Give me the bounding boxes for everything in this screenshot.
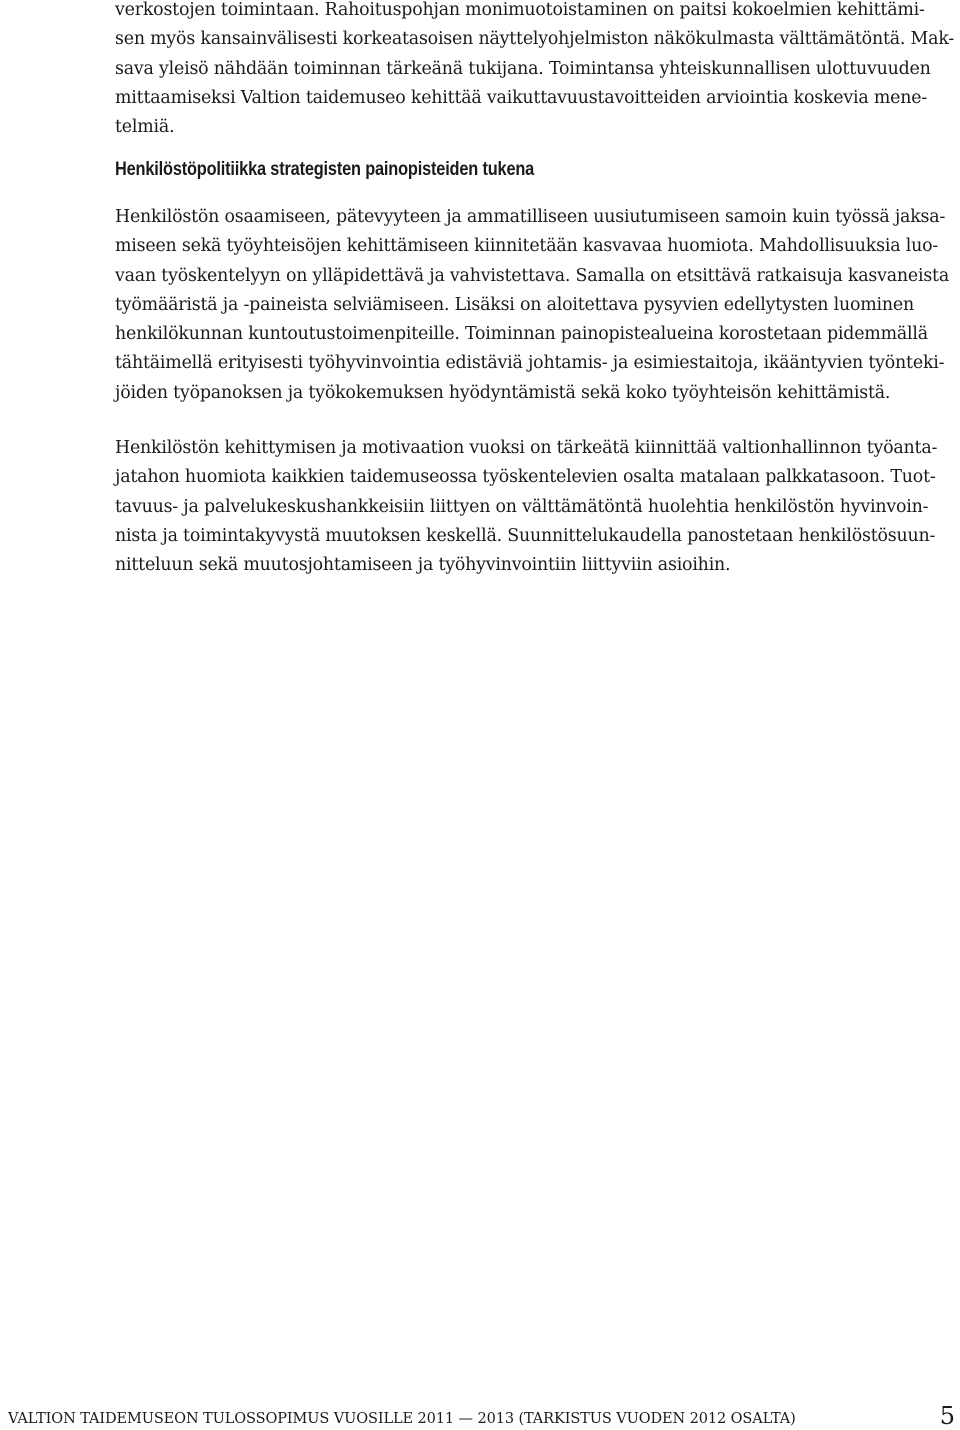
text-line: tavuus- ja palvelukeskushankkeisiin liittyen on välttämätöntä huolehtia henkilöstön hyvinvoin-	[115, 496, 929, 517]
text-line: sen myös kansainvälisesti korkeatasoisen näyttelyohjelmiston näkökulmasta välttämätöntä. Mak-	[115, 29, 955, 50]
page-number: 5	[939, 1402, 955, 1430]
running-footer: VALTION TAIDEMUSEON TULOSSOPIMUS VUOSILLE 2011 — 2013 (TARKISTUS VUODEN 2012 OSALTA)	[8, 1411, 796, 1427]
text-line: nista ja toimintakyvystä muutoksen keskellä. Suunnittelukaudella panostetaan henkilöstösuun-	[115, 525, 936, 546]
body-paragraph-2	[115, 434, 955, 580]
text-line: Henkilöstön osaamiseen, pätevyyteen ja ammatilliseen uusiutumiseen samoin kuin työssä jaksa-	[115, 207, 946, 227]
text-line: Henkilöstön kehittymisen ja motivaation vuoksi on tärkeätä kiinnittää valtionhallinnon työanta-	[115, 438, 938, 458]
text-line: nitteluun sekä muutosjohtamiseen ja työhyvinvointiin liittyviin asioihin.	[115, 555, 731, 576]
text-line: sava yleisö nähdään toiminnan tärkeänä tukijana. Toimintansa yhteiskunnallisen ulottuvuuden	[115, 58, 931, 79]
body-paragraph-1	[115, 203, 955, 408]
text-line: tähtäimellä erityisesti työhyvinvointia edistäviä johtamis- ja esimiestaitoja, ikääntyvien työnteki-	[115, 353, 945, 374]
text-line: työmääristä ja -paineista selviämiseen. Lisäksi on aloitettava pysyvien edellytysten luominen	[115, 294, 914, 315]
section-heading: Henkilöstöpolitiikka strategisten painopisteiden tukena	[115, 159, 535, 180]
text-line: henkilökunnan kuntoutustoimenpiteille. Toiminnan painopistealueina korostetaan pidemmällä	[115, 324, 928, 345]
text-line: miseen sekä työyhteisöjen kehittämiseen kiinnitetään kasvavaa huomiota. Mahdollisuuksia luo-	[115, 236, 939, 257]
text-line: jöiden työpanoksen ja työkokemuksen hyödyntämistä sekä koko työyhteisön kehittämistä.	[115, 382, 891, 403]
intro-paragraph	[115, 0, 955, 142]
text-line: jatahon huomiota kaikkien taidemuseossa työskentelevien osalta matalaan palkkatasoon. Tuot-	[115, 467, 936, 488]
text-line: vaan työskentelyyn on ylläpidettävä ja vahvistettava. Samalla on etsittävä ratkaisuja kasvaneista	[115, 265, 950, 286]
text-line: telmiä.	[115, 117, 175, 138]
text-line: mittaamiseksi Valtion taidemuseo kehittää vaikuttavuustavoitteiden arviointia koskevia mene-	[115, 87, 928, 108]
text-line: verkostojen toimintaan. Rahoituspohjan monimuotoistaminen on paitsi kokoelmien kehittämi-	[115, 0, 925, 20]
